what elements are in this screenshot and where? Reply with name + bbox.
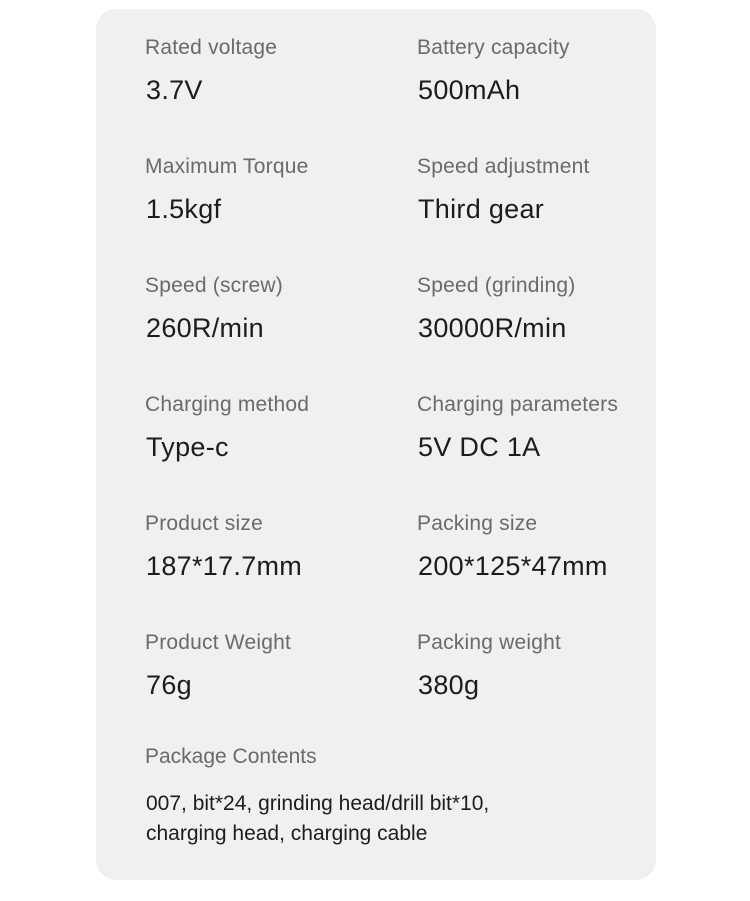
speed-screw-value: 260R/min [146,313,264,343]
package-contents-line-1: 007, bit*24, grinding head/drill bit*10, [146,792,490,815]
packing-weight-value: 380g [418,670,480,700]
product-weight-value: 76g [146,670,192,700]
packing-weight-label: Packing weight [417,631,562,654]
rated-voltage-label: Rated voltage [145,36,278,59]
charging-parameters-value: 5V DC 1A [418,432,541,462]
packing-size-value: 200*125*47mm [418,551,608,581]
speed-adjustment-value: Third gear [418,194,545,224]
speed-screw-label: Speed (screw) [145,274,283,297]
speed-grinding-value: 30000R/min [418,313,567,343]
product-weight-label: Product Weight [145,631,291,654]
maximum-torque-value: 1.5kgf [146,194,222,224]
package-contents-value [146,789,606,849]
charging-parameters-label: Charging parameters [417,393,619,416]
package-contents-label: Package Contents [145,745,317,768]
package-contents-line-2: charging head, charging cable [146,822,428,845]
battery-capacity-value: 500mAh [418,75,521,105]
speed-adjustment-label: Speed adjustment [417,155,590,178]
packing-size-label: Packing size [417,512,538,535]
charging-method-label: Charging method [145,393,310,416]
rated-voltage-value: 3.7V [146,75,203,105]
product-size-value: 187*17.7mm [146,551,303,581]
charging-method-value: Type-c [146,432,229,462]
battery-capacity-label: Battery capacity [417,36,570,59]
speed-grinding-label: Speed (grinding) [417,274,576,297]
product-size-label: Product size [145,512,263,535]
maximum-torque-label: Maximum Torque [145,155,309,178]
